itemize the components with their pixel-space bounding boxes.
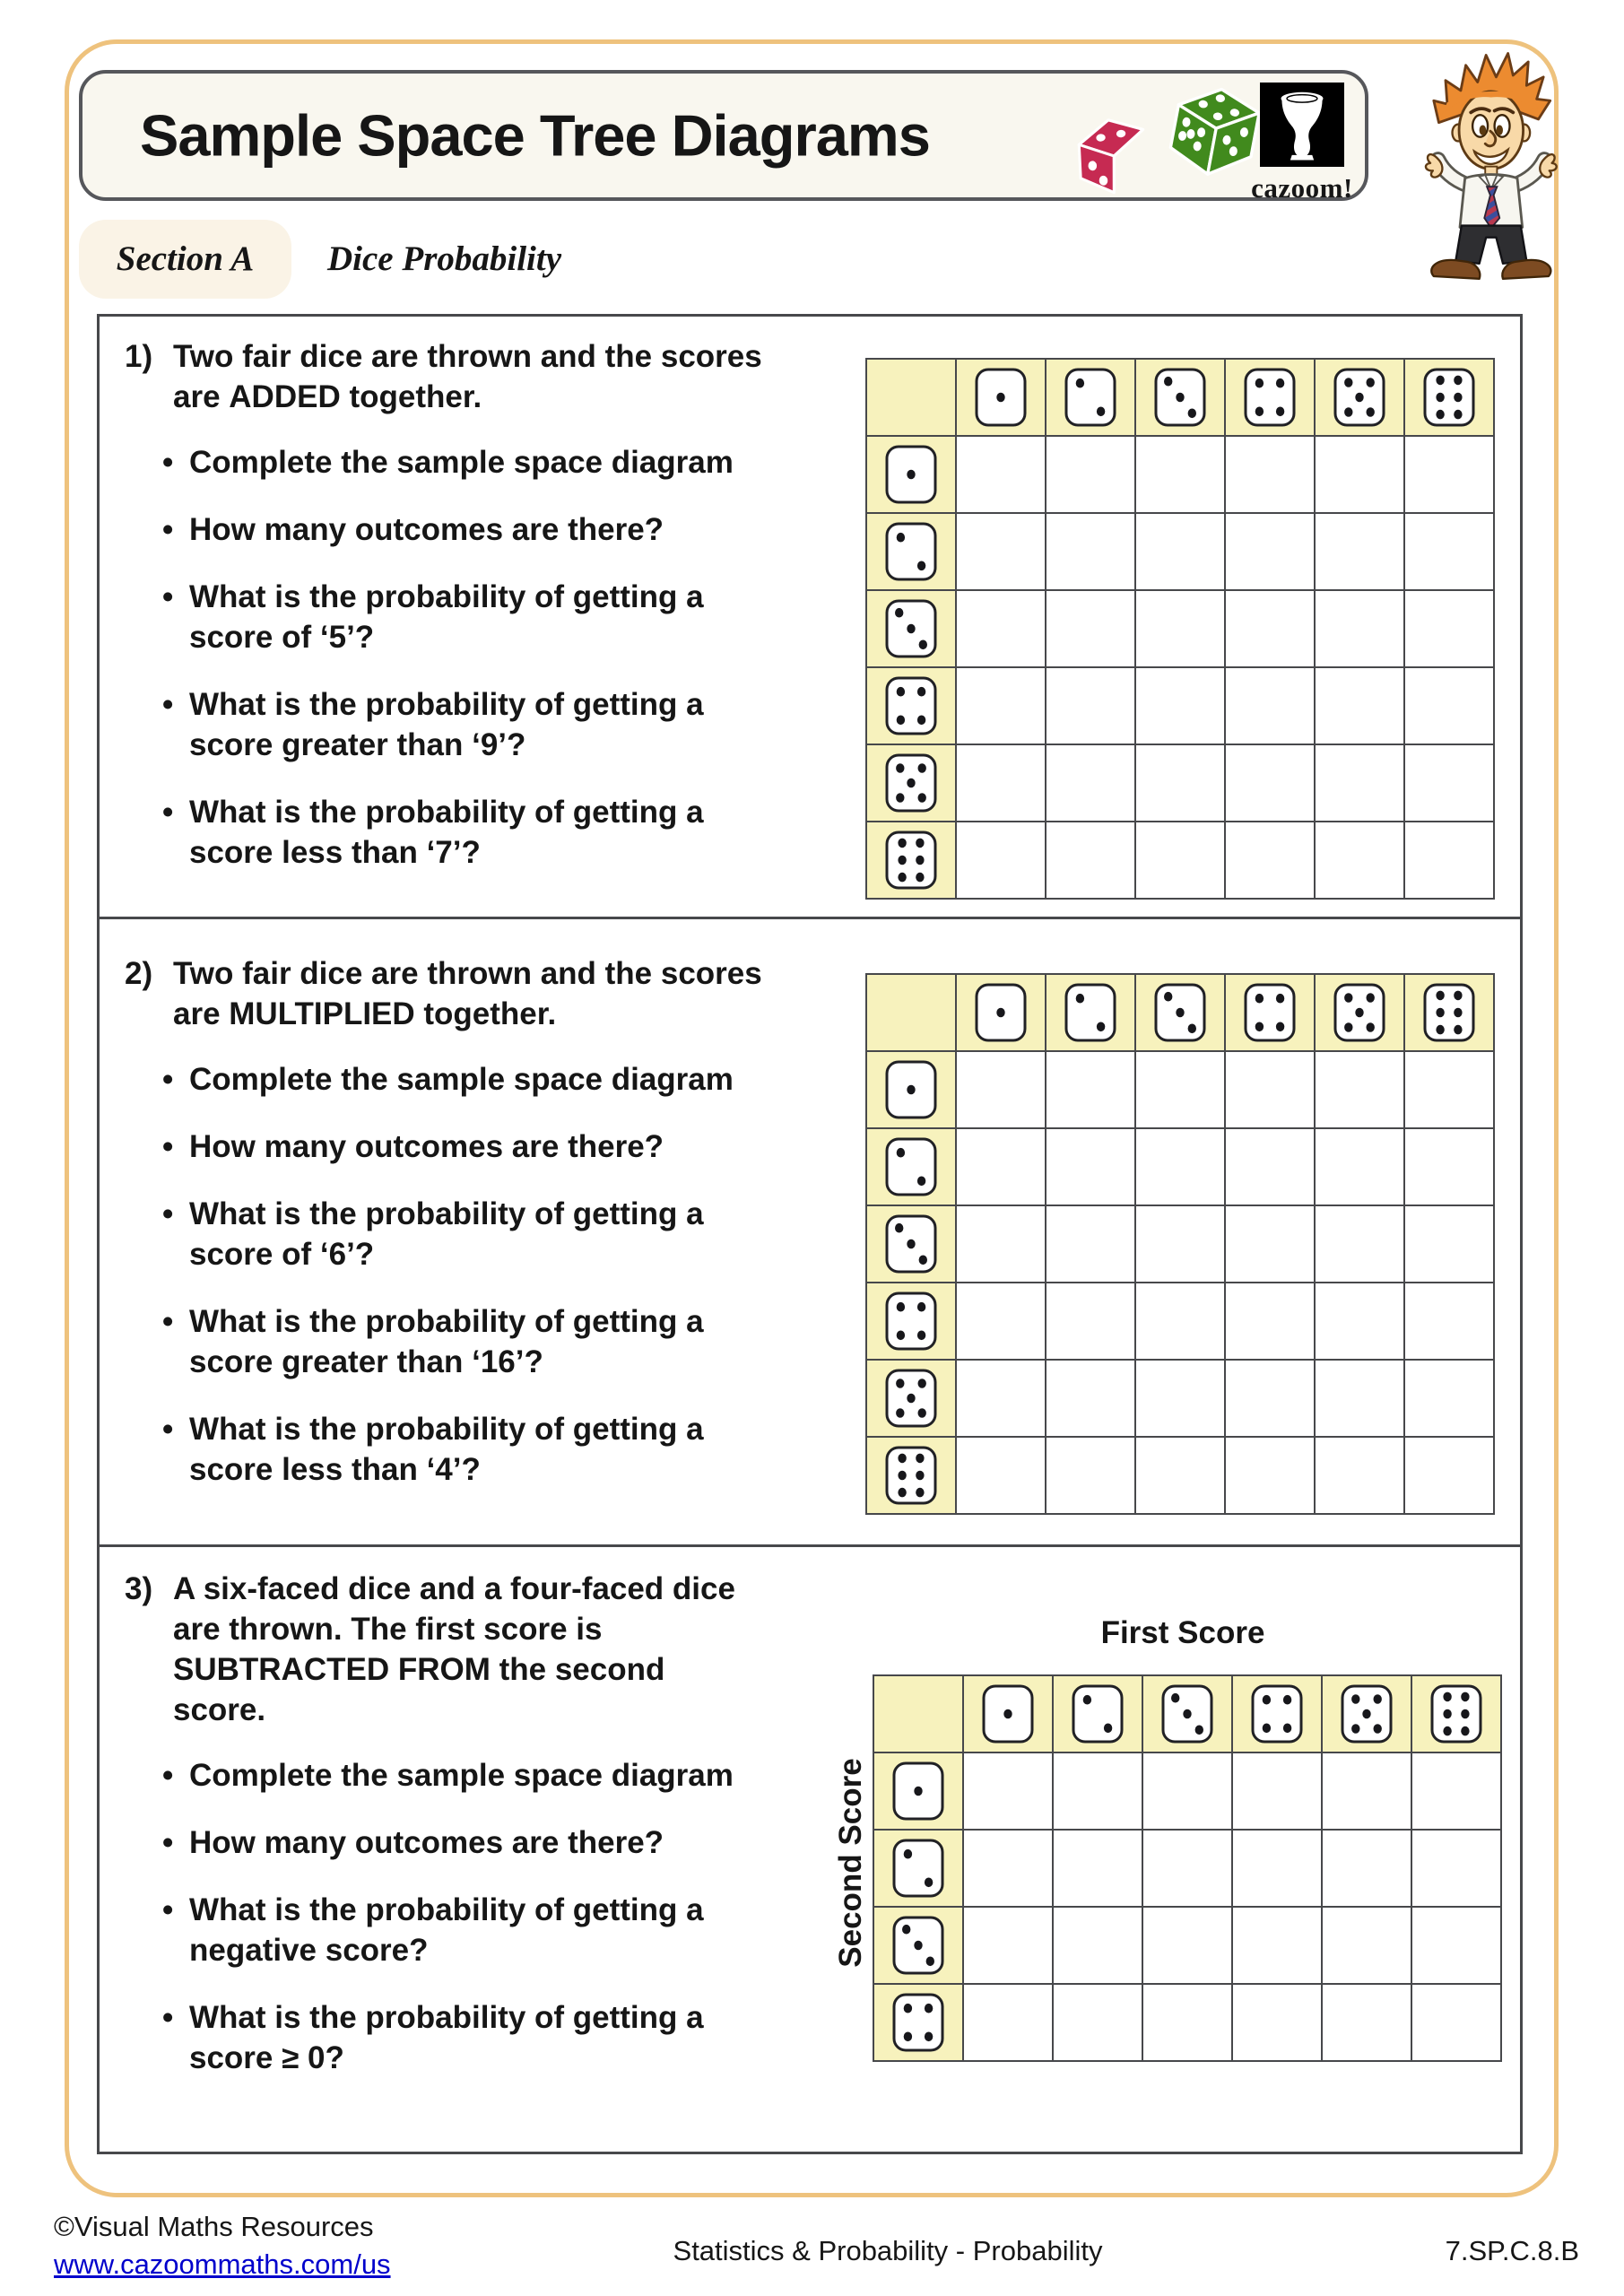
question-2 [100, 919, 1520, 1547]
answer-cell [1225, 1128, 1315, 1205]
die-face-3-icon [1154, 983, 1206, 1042]
answer-cell [1315, 1128, 1404, 1205]
question-bullet: • How many outcomes are there? [162, 1126, 763, 1167]
answer-cell [1142, 1984, 1232, 2061]
die-face-6-icon [1423, 368, 1475, 427]
die-face-5-icon [1333, 368, 1385, 427]
answer-cell [1135, 436, 1225, 513]
sample-space-table [873, 1674, 1502, 2062]
answer-cell [1404, 744, 1494, 822]
question-1-text [125, 336, 763, 900]
answer-cell [1315, 667, 1404, 744]
question-number: 3) [125, 1571, 153, 1606]
answer-cell [1046, 744, 1135, 822]
answer-cell [963, 1984, 1053, 2061]
sample-space-grid-3 [873, 1674, 1502, 2062]
answer-cell [1053, 1907, 1142, 1984]
question-bullet: • What is the probability of getting a score of ‘5’? [162, 577, 763, 657]
die-face-4-icon [1244, 983, 1296, 1042]
answer-cell [1404, 590, 1494, 667]
answer-cell [1322, 1752, 1411, 1830]
answer-cell [1135, 1051, 1225, 1128]
answer-cell [1225, 513, 1315, 590]
grid-row-header-die-3 [873, 1907, 963, 1984]
answer-cell [1411, 1830, 1501, 1907]
answer-cell [963, 1752, 1053, 1830]
die-face-1-icon [975, 983, 1027, 1042]
answer-cell [1225, 590, 1315, 667]
question-number: 2) [125, 956, 153, 991]
answer-cell [956, 822, 1046, 899]
answer-cell [1046, 667, 1135, 744]
question-number: 1) [125, 339, 153, 374]
grid-col-header-die-4 [1232, 1675, 1322, 1752]
die-face-6-icon [1430, 1684, 1482, 1744]
grid-row-header-die-1 [873, 1752, 963, 1830]
answer-cell [1232, 1907, 1322, 1984]
die-face-6-icon [885, 831, 937, 890]
grid-row-header-die-4 [866, 1283, 956, 1360]
answer-cell [1225, 822, 1315, 899]
answer-cell [1315, 513, 1404, 590]
answer-cell [1404, 1205, 1494, 1283]
die-face-1-icon [982, 1684, 1034, 1744]
answer-cell [1404, 1051, 1494, 1128]
grid-col-header-die-1 [956, 974, 1046, 1051]
die-face-2-icon [1064, 368, 1116, 427]
grid-row-header-die-1 [866, 1051, 956, 1128]
answer-cell [1411, 1752, 1501, 1830]
footer-link[interactable]: www.cazoommaths.com/us [54, 2248, 391, 2280]
sample-space-table [865, 973, 1495, 1515]
answer-cell [1411, 1907, 1501, 1984]
first-score-axis-label: First Score [1100, 1615, 1265, 1650]
answer-cell [1404, 1360, 1494, 1437]
die-face-4-icon [1244, 368, 1296, 427]
question-bullet: • What is the probability of getting a negative score? [162, 1890, 763, 1970]
answer-cell [1046, 590, 1135, 667]
question-bullets [125, 442, 763, 873]
grid-col-header-die-3 [1142, 1675, 1232, 1752]
grid-row-header-die-3 [866, 1205, 956, 1283]
grid-col-header-die-6 [1411, 1675, 1501, 1752]
answer-cell [1322, 1907, 1411, 1984]
answer-cell [1046, 1360, 1135, 1437]
die-face-2-icon [885, 1137, 937, 1196]
grid-col-header-die-2 [1046, 974, 1135, 1051]
answer-cell [1404, 822, 1494, 899]
grid-col-header-die-1 [963, 1675, 1053, 1752]
answer-cell [956, 744, 1046, 822]
grid-row-header-die-2 [866, 513, 956, 590]
question-bullet: • What is the probability of getting a score ≥ 0? [162, 1997, 763, 2078]
grid-row-header-die-2 [866, 1128, 956, 1205]
answer-cell [1046, 1437, 1135, 1514]
question-bullet: • Complete the sample space diagram [162, 442, 763, 483]
questions-container [97, 314, 1523, 2154]
answer-cell [956, 1205, 1046, 1283]
answer-cell [1315, 1360, 1404, 1437]
question-bullet: • What is the probability of getting a score less than ‘7’? [162, 792, 763, 873]
answer-cell [1315, 436, 1404, 513]
question-bullet: • What is the probability of getting a score greater than ‘16’? [162, 1301, 763, 1382]
answer-cell [1225, 1205, 1315, 1283]
answer-cell [1135, 744, 1225, 822]
answer-cell [1142, 1830, 1232, 1907]
grid-col-header-die-2 [1046, 359, 1135, 436]
die-face-5-icon [885, 753, 937, 813]
question-bullet: • How many outcomes are there? [162, 509, 763, 550]
grid-row-header-die-4 [873, 1984, 963, 2061]
grid-col-header-die-3 [1135, 974, 1225, 1051]
cazoom-brand-text: cazoom! [1251, 172, 1353, 204]
page-title: Sample Space Tree Diagrams [140, 102, 930, 169]
die-face-1-icon [885, 445, 937, 504]
die-face-2-icon [892, 1839, 944, 1898]
grid-row-header-die-6 [866, 822, 956, 899]
die-face-4-icon [892, 1993, 944, 2052]
question-bullets [125, 1059, 763, 1490]
answer-cell [1225, 667, 1315, 744]
answer-cell [1225, 1360, 1315, 1437]
answer-cell [1315, 1437, 1404, 1514]
grid-row-header-die-2 [873, 1830, 963, 1907]
grid-col-header-die-5 [1315, 359, 1404, 436]
grid-row-header-die-5 [866, 1360, 956, 1437]
grid-corner-cell [873, 1675, 963, 1752]
answer-cell [1142, 1752, 1232, 1830]
grid-corner-cell [866, 359, 956, 436]
die-face-2-icon [885, 522, 937, 581]
sample-space-grid-2 [865, 973, 1495, 1515]
question-2-text [125, 953, 763, 1517]
answer-cell [1404, 436, 1494, 513]
answer-cell [1135, 1283, 1225, 1360]
question-bullets [125, 1755, 763, 2078]
question-bullet: • Complete the sample space diagram [162, 1755, 763, 1796]
answer-cell [1135, 1128, 1225, 1205]
answer-cell [1315, 822, 1404, 899]
cartoon-character [1417, 47, 1560, 295]
die-face-3-icon [1161, 1684, 1213, 1744]
answer-cell [1046, 1128, 1135, 1205]
die-face-5-icon [1333, 983, 1385, 1042]
answer-cell [1322, 1830, 1411, 1907]
answer-cell [1315, 1205, 1404, 1283]
answer-cell [956, 1128, 1046, 1205]
die-face-3-icon [885, 1214, 937, 1274]
die-face-1-icon [885, 1060, 937, 1119]
answer-cell [1225, 1283, 1315, 1360]
header [79, 70, 1368, 204]
question-3-text [125, 1569, 763, 2105]
die-face-3-icon [1154, 368, 1206, 427]
answer-cell [1315, 590, 1404, 667]
answer-cell [1404, 1437, 1494, 1514]
answer-cell [1225, 1051, 1315, 1128]
answer-cell [1053, 1830, 1142, 1907]
grid-col-header-die-5 [1315, 974, 1404, 1051]
answer-cell [1046, 1283, 1135, 1360]
question-bullet: • What is the probability of getting a score less than ‘4’? [162, 1409, 763, 1490]
cazoom-goblet-icon [1260, 83, 1344, 167]
sample-space-table [865, 358, 1495, 900]
answer-cell [1315, 744, 1404, 822]
grid-row-header-die-6 [866, 1437, 956, 1514]
die-face-4-icon [1251, 1684, 1303, 1744]
answer-cell [1404, 667, 1494, 744]
answer-cell [963, 1830, 1053, 1907]
answer-cell [956, 1051, 1046, 1128]
die-face-5-icon [1341, 1684, 1393, 1744]
grid-row-header-die-3 [866, 590, 956, 667]
die-face-2-icon [1072, 1684, 1124, 1744]
cazoom-logo [1245, 83, 1359, 204]
answer-cell [1225, 1437, 1315, 1514]
answer-cell [956, 590, 1046, 667]
answer-cell [956, 1437, 1046, 1514]
answer-cell [1232, 1984, 1322, 2061]
grid-col-header-die-6 [1404, 359, 1494, 436]
answer-cell [1225, 436, 1315, 513]
die-face-1-icon [892, 1761, 944, 1821]
question-1 [100, 317, 1520, 919]
grid-col-header-die-4 [1225, 974, 1315, 1051]
answer-cell [1135, 513, 1225, 590]
answer-cell [956, 1283, 1046, 1360]
answer-cell [1411, 1984, 1501, 2061]
grid-row-header-die-5 [866, 744, 956, 822]
answer-cell [956, 667, 1046, 744]
die-face-2-icon [1064, 983, 1116, 1042]
die-face-6-icon [885, 1446, 937, 1505]
answer-cell [956, 1360, 1046, 1437]
answer-cell [1142, 1907, 1232, 1984]
grid-col-header-die-4 [1225, 359, 1315, 436]
answer-cell [1322, 1984, 1411, 2061]
grid-corner-cell [866, 974, 956, 1051]
answer-cell [1232, 1752, 1322, 1830]
answer-cell [1404, 1283, 1494, 1360]
answer-cell [1046, 822, 1135, 899]
answer-cell [1135, 667, 1225, 744]
question-bullet: • What is the probability of getting a score greater than ‘9’? [162, 684, 763, 765]
die-face-4-icon [885, 676, 937, 735]
question-bullet: • Complete the sample space diagram [162, 1059, 763, 1100]
footer-topic: Statistics & Probability - Probability [673, 2235, 1103, 2266]
answer-cell [1315, 1051, 1404, 1128]
die-face-3-icon [885, 599, 937, 658]
die-face-6-icon [1423, 983, 1475, 1042]
answer-cell [1053, 1752, 1142, 1830]
answer-cell [1404, 1128, 1494, 1205]
footer-copyright: ©Visual Maths Resources [54, 2211, 374, 2242]
answer-cell [1135, 590, 1225, 667]
answer-cell [1053, 1984, 1142, 2061]
answer-cell [1225, 744, 1315, 822]
answer-cell [956, 436, 1046, 513]
footer-left [54, 2208, 391, 2283]
question-bullet: • How many outcomes are there? [162, 1822, 763, 1863]
question-bullet: • What is the probability of getting a score of ‘6’? [162, 1194, 763, 1274]
die-face-5-icon [885, 1369, 937, 1428]
answer-cell [1135, 1205, 1225, 1283]
answer-cell [956, 513, 1046, 590]
question-intro: A six-faced dice and a four-faced dice are thrown. The first score is SUBTRACTED FROM the second score. [173, 1571, 735, 1727]
answer-cell [1135, 1360, 1225, 1437]
die-face-1-icon [975, 368, 1027, 427]
answer-cell [1404, 513, 1494, 590]
answer-cell [1315, 1283, 1404, 1360]
grid-col-header-die-1 [956, 359, 1046, 436]
grid-row-header-die-1 [866, 436, 956, 513]
die-face-3-icon [892, 1916, 944, 1975]
grid-col-header-die-6 [1404, 974, 1494, 1051]
question-intro: Two fair dice are thrown and the scores are MULTIPLIED together. [173, 956, 762, 1031]
answer-cell [1046, 1051, 1135, 1128]
section-title: Dice Probability [327, 239, 562, 278]
question-intro: Two fair dice are thrown and the scores are ADDED together. [173, 339, 762, 414]
answer-cell [1232, 1830, 1322, 1907]
answer-cell [963, 1907, 1053, 1984]
grid-col-header-die-5 [1322, 1675, 1411, 1752]
grid-row-header-die-4 [866, 667, 956, 744]
sample-space-grid-1 [865, 358, 1495, 900]
answer-cell [1135, 1437, 1225, 1514]
grid-col-header-die-3 [1135, 359, 1225, 436]
answer-cell [1046, 436, 1135, 513]
answer-cell [1135, 822, 1225, 899]
grid-col-header-die-2 [1053, 1675, 1142, 1752]
second-score-axis-label: Second Score [833, 1758, 868, 1968]
answer-cell [1046, 513, 1135, 590]
footer-standard-code: 7.SP.C.8.B [1445, 2235, 1579, 2266]
red-die-icon [1061, 101, 1164, 208]
section-label: Section A [79, 220, 291, 299]
question-3 [100, 1547, 1520, 2152]
answer-cell [1046, 1205, 1135, 1283]
die-face-4-icon [885, 1292, 937, 1351]
